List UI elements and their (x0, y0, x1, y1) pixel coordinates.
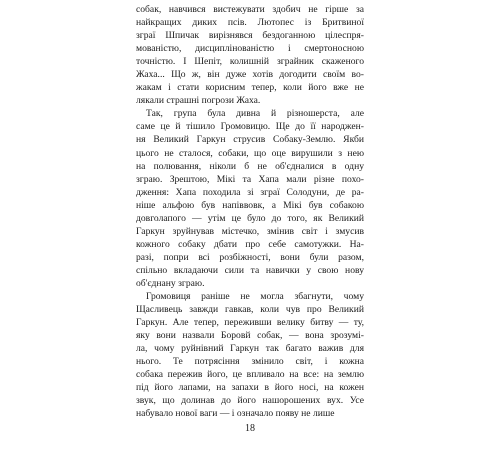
text-line: спільно вкладаючи сили та навички у свою нову (136, 264, 364, 276)
text-line: зграю. Зрештою, Мікі та Хапа мали різне похо- (136, 173, 364, 185)
text-line: собак, навчився вистежувати здобич не гірше за (136, 4, 364, 15)
text-line: ня Великий Гаркун струсив Собаку-Землю. Якби (136, 134, 364, 146)
text-line: кожного собаку дбати про себе самотужки. На- (136, 238, 364, 250)
paragraph (136, 3, 364, 107)
text-line: мованістю, дисциплінованістю і смертоносною (136, 43, 364, 55)
text-line: нього. Те потрясіння змінило світ, і кожна (136, 356, 364, 368)
body-text (136, 3, 364, 421)
text-line: ла, чому руйнівний Гаркун так багато важив для (136, 343, 364, 355)
text-line: Гаркун зруйнував містечко, змінив світ і змусив (136, 225, 364, 237)
text-line: лякали страшні погрози Жаха. (136, 95, 261, 107)
text-line: яку вони назвали Боровй собак, — вона зрозумі- (136, 330, 364, 342)
text-line: Гаркун. Але тепер, переживши велику битву — ту, (136, 317, 364, 329)
text-line: цього не сталося, собаки, що оце вирушили з нею (136, 147, 364, 159)
text-line: саме це й тішило Громовицю. Ще до її народжен- (136, 121, 364, 133)
text-line: зграї Шпичак вирізнявся бездоганною цілеспря- (136, 30, 364, 42)
text-line: найкращих диких псів. Лютопес із Бритвиної (136, 17, 364, 29)
text-line: довголапого — утім це було до того, як Великий (136, 212, 364, 224)
paragraph (136, 107, 364, 290)
text-line: разі, попри всі розбіжності, вони були разом, (136, 251, 364, 263)
text-line: дження: Хапа походила зі зграї Солодуни, де ра- (136, 186, 364, 198)
text-line: жакам і стати корисним тепер, коли його вже не (136, 82, 364, 94)
text-line: Так, група була дивна й різношерста, але (146, 108, 364, 120)
text-line: під його лапами, на запахи в його носі, на кожен (136, 382, 364, 394)
text-line: точністю. І Шепіт, колишній зграйник скаженого (136, 56, 364, 68)
text-line: на полювання, ніколи б не об'єдналися в одну (136, 160, 364, 172)
text-line: об'єднану зграю. (136, 277, 205, 289)
text-line: собака пережив його, це впливало на все: на землю (136, 369, 364, 381)
paragraph (136, 290, 364, 420)
text-line: Громовиця раніше не могла збагнути, чому (146, 291, 364, 303)
text-line: Щасливець завжди гавкав, коли чув про Великий (136, 304, 364, 316)
text-line: звук, що долинав до його нашорошених вух. Усе (136, 395, 364, 407)
text-line: Жаха... Що ж, він дуже хотів догодити своїм во- (136, 69, 364, 81)
text-line: набувало нової ваги — і означало появу не лише (136, 408, 335, 420)
text-line: ніше альфою був напіввовк, а Мікі був собакою (136, 199, 364, 211)
page-number: 18 (245, 423, 255, 434)
